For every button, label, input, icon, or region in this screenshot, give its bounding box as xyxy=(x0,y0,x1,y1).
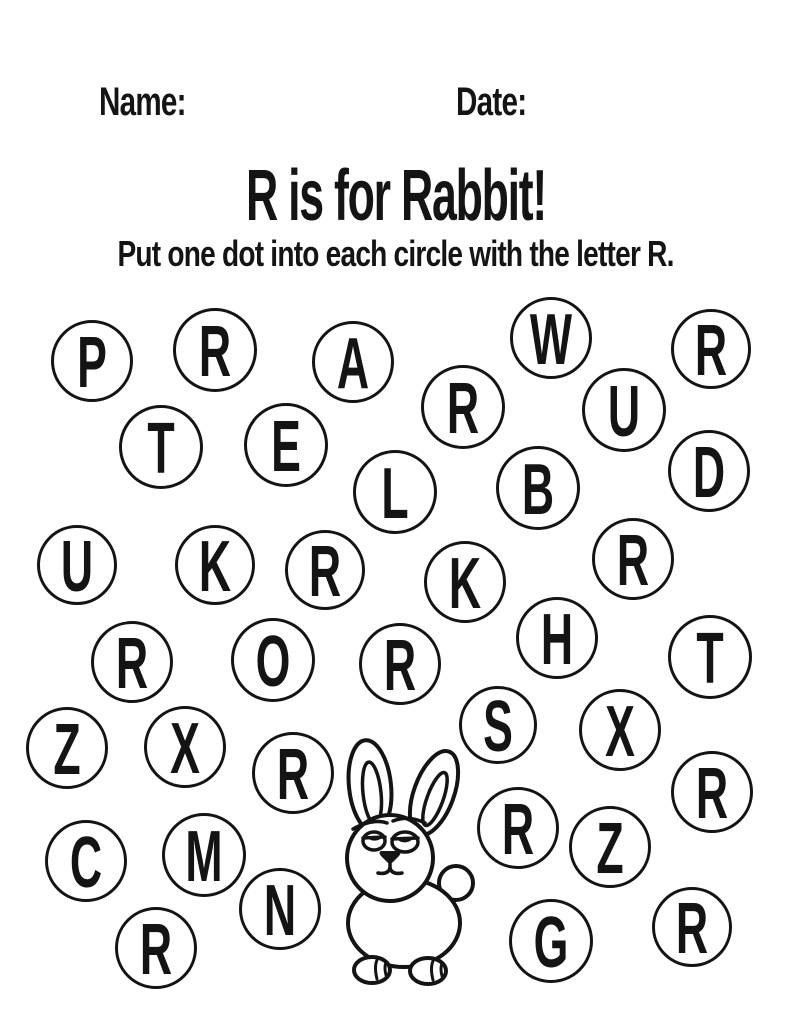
circle-letter: K xyxy=(448,544,482,624)
letter-circle-U[interactable] xyxy=(582,368,666,452)
circle-letter: U xyxy=(60,527,94,607)
circle-letter: R xyxy=(383,626,417,706)
letter-circle-R[interactable] xyxy=(359,623,441,705)
letter-circle-R[interactable] xyxy=(285,530,365,610)
letter-circle-Z[interactable] xyxy=(569,806,651,888)
letter-circle-U[interactable] xyxy=(37,525,117,605)
circle-letter: R xyxy=(139,910,173,990)
rabbit-left-paw-toe2 xyxy=(385,962,386,975)
date-label: Date: xyxy=(456,80,527,124)
circle-letter: X xyxy=(605,692,635,772)
letter-circle-D[interactable] xyxy=(668,430,750,512)
circle-letter: R xyxy=(695,754,729,834)
circle-letter: G xyxy=(533,903,569,983)
circle-letter: H xyxy=(540,600,574,680)
letter-circle-R[interactable] xyxy=(115,907,197,989)
letter-circle-C[interactable] xyxy=(45,820,127,902)
letter-circle-K[interactable] xyxy=(175,525,255,605)
letter-circle-T[interactable] xyxy=(119,405,203,489)
circle-letter: A xyxy=(336,324,370,404)
page-title: R is for Rabbit! xyxy=(245,156,546,236)
circle-letter: X xyxy=(170,709,200,789)
rabbit-right-paw-toe xyxy=(432,961,434,980)
letter-circle-O[interactable] xyxy=(231,618,315,702)
letter-circle-A[interactable] xyxy=(312,321,394,403)
letter-circle-W[interactable] xyxy=(510,297,592,379)
circle-letter: R xyxy=(115,624,149,704)
letter-circle-R[interactable] xyxy=(592,518,674,600)
letter-circle-N[interactable] xyxy=(239,868,321,950)
circle-letter: W xyxy=(529,300,573,380)
letter-circle-R[interactable] xyxy=(652,887,732,967)
letter-circle-R[interactable] xyxy=(421,365,505,449)
circle-letter: T xyxy=(147,409,175,489)
letter-circle-R[interactable] xyxy=(252,732,334,814)
letter-circle-X[interactable] xyxy=(579,689,661,771)
letter-circle-B[interactable] xyxy=(496,446,580,530)
letter-circle-L[interactable] xyxy=(353,450,437,534)
letter-circle-R[interactable] xyxy=(477,787,559,869)
circle-letter: Z xyxy=(53,710,81,790)
circle-letter: R xyxy=(694,311,728,391)
circle-letter: Z xyxy=(596,809,624,889)
letter-circle-H[interactable] xyxy=(516,597,598,679)
circle-letter: U xyxy=(607,372,641,452)
letter-circle-R[interactable] xyxy=(91,621,173,703)
circle-letter: E xyxy=(271,407,301,487)
letter-circle-G[interactable] xyxy=(509,899,593,983)
rabbit-left-paw-toe xyxy=(376,960,378,979)
circle-letter: T xyxy=(696,619,724,699)
circle-letter: O xyxy=(255,622,291,702)
letter-circle-P[interactable] xyxy=(51,320,133,402)
circle-letter: P xyxy=(77,323,107,403)
circle-letter: R xyxy=(276,735,310,815)
circle-letter: D xyxy=(692,433,726,513)
circle-letter: R xyxy=(616,521,650,601)
circle-letter: R xyxy=(501,790,535,870)
circle-letter: M xyxy=(185,817,223,897)
letter-circle-X[interactable] xyxy=(144,706,226,788)
letter-circle-K[interactable] xyxy=(424,541,506,623)
letter-circle-R[interactable] xyxy=(173,308,257,392)
circle-letter: S xyxy=(483,687,513,767)
letter-circle-Z[interactable] xyxy=(26,707,108,789)
letter-circle-R[interactable] xyxy=(671,751,753,833)
rabbit-icon xyxy=(335,723,475,988)
circle-letter: C xyxy=(69,823,103,903)
circle-letter: R xyxy=(308,532,342,612)
circle-letter: R xyxy=(675,889,709,969)
letter-circle-T[interactable] xyxy=(668,615,752,699)
circle-letter: L xyxy=(381,454,409,534)
instructions-text: Put one dot into each circle with the letter R. xyxy=(117,233,674,274)
letter-circle-R[interactable] xyxy=(671,309,751,389)
circle-letter: R xyxy=(198,312,232,392)
circle-letter: B xyxy=(521,450,555,530)
letter-circle-M[interactable] xyxy=(162,813,246,897)
circle-letter: N xyxy=(263,871,297,951)
circle-letter: K xyxy=(198,527,232,607)
letter-circle-E[interactable] xyxy=(244,403,328,487)
circle-letter: R xyxy=(446,369,480,449)
name-label: Name: xyxy=(99,80,186,124)
rabbit-right-paw-toe2 xyxy=(441,963,442,976)
